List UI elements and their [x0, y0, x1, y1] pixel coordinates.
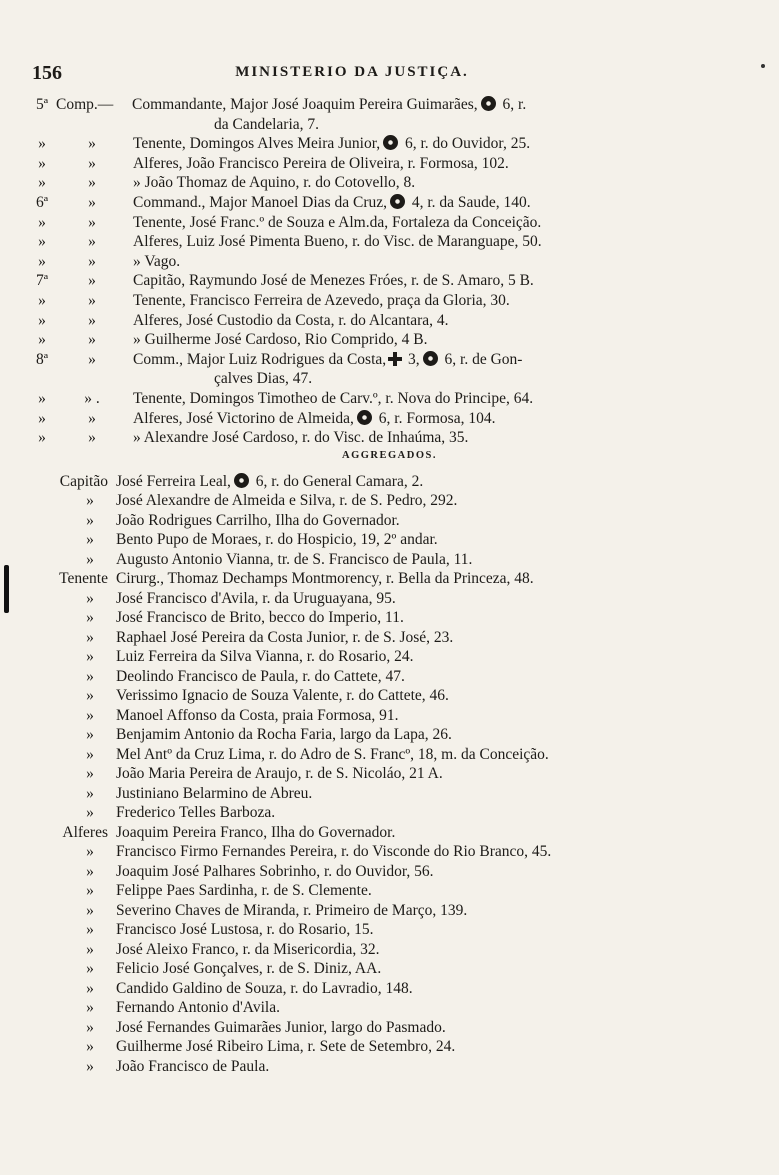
entry-text	[116, 589, 396, 609]
entry-text	[133, 409, 495, 429]
entry-text	[133, 173, 415, 193]
entry-after: 6, r. Formosa, 104.	[374, 409, 496, 427]
entry-text	[116, 881, 372, 901]
entry-after: 4, r. da Saude, 140.	[407, 194, 531, 211]
company-number: »	[38, 154, 46, 172]
company-number: 6ª	[35, 194, 49, 211]
imperial-rose-order-icon	[390, 194, 405, 209]
entry-text	[133, 291, 510, 311]
entry-main: Felippe Paes Sardinha, r. de S. Clemente.	[116, 882, 372, 900]
entry-text	[133, 154, 509, 174]
company-number: »	[38, 390, 46, 407]
entry-text	[133, 311, 449, 331]
company-ditto: »	[88, 174, 96, 192]
entry-main: José Aleixo Franco, r. da Misericordia, 32.	[116, 940, 380, 958]
rank-label: »	[86, 960, 94, 978]
entry-text	[133, 389, 533, 409]
entry-main: Severino Chaves de Miranda, r. Primeiro de Março, 139.	[116, 901, 468, 919]
rank-label: »	[86, 999, 94, 1017]
company-number: »	[38, 252, 46, 270]
entry-main: João Maria Pereira de Araujo, r. de S. Nicoláo, 21 A.	[116, 765, 443, 783]
company-ditto: » .	[84, 390, 100, 407]
entry-text	[133, 330, 428, 350]
rank-label: »	[86, 804, 94, 822]
rank-label: Capitão	[59, 472, 108, 490]
company-ditto: »	[88, 135, 96, 153]
entry-text	[116, 628, 453, 648]
entry-main: José Fernandes Guimarães Junior, largo do Pasmado.	[116, 1018, 446, 1036]
rank-label: »	[86, 492, 94, 510]
entry-main: Alferes, José Custodio da Costa, r. do Alcantara, 4.	[133, 311, 449, 329]
entry-main: Francisco José Lustosa, r. do Rosario, 15.	[116, 921, 374, 939]
company-ditto: Comp.—	[56, 96, 114, 113]
entry-text	[116, 550, 472, 570]
aggregados-heading: AGGREGADOS.	[342, 449, 437, 461]
entry-main: Alferes, José Victorino de Almeida,	[133, 409, 354, 427]
rank-label: »	[86, 511, 94, 529]
entry-text	[116, 647, 414, 667]
entry-main: José Alexandre de Almeida e Silva, r. de S. Pedro, 292.	[116, 492, 458, 510]
company-ditto: »	[88, 194, 96, 211]
rank-label: »	[86, 765, 94, 783]
entry-text	[116, 842, 551, 862]
entry-main: Tenente, Domingos Timotheo de Carv.º, r. Nova do Principe, 64.	[133, 390, 534, 407]
entry-text	[116, 823, 395, 843]
company-number: »	[38, 311, 46, 329]
rank-label: »	[86, 1057, 94, 1075]
company-ditto: »	[88, 154, 96, 172]
entry-text	[133, 428, 468, 448]
rank-label: »	[86, 648, 94, 666]
entry-main: Mel Antº da Cruz Lima, r. do Adro de S. Francº, 18, m. da Conceição.	[116, 745, 549, 763]
rank-label: »	[86, 784, 94, 802]
running-title: MINISTERIO DA JUSTIÇA.	[235, 64, 469, 80]
entry-main: Alferes, João Francisco Pereira de Oliveira, r. Formosa, 102.	[133, 154, 509, 172]
company-ditto: »	[88, 252, 96, 270]
entry-after: 6, r. de Gon-	[440, 350, 523, 368]
entry-text	[133, 271, 534, 291]
entry-main: » Alexandre José Cardoso, r. do Visc. de Inhaúma, 35.	[133, 429, 469, 447]
entry-main: Manoel Affonso da Costa, praia Formosa, 91.	[116, 706, 399, 724]
entry-main: Candido Galdino de Souza, r. do Lavradio, 148.	[116, 979, 413, 997]
company-number: »	[38, 292, 46, 309]
entry-text	[214, 115, 319, 135]
rank-label: »	[86, 726, 94, 744]
entry-text	[133, 213, 541, 233]
entry-text	[133, 350, 522, 370]
company-number: 8ª	[35, 350, 49, 368]
company-number: 5ª	[35, 96, 49, 113]
entry-main: Joaquim Pereira Franco, Ilha do Governador.	[116, 823, 396, 841]
entry-text	[116, 803, 275, 823]
entry-main: Augusto Antonio Vianna, tr. de S. Francisco de Paula, 11.	[116, 550, 473, 568]
entry-text	[116, 569, 534, 589]
rank-label: »	[86, 1018, 94, 1036]
entry-main: Benjamim Antonio da Rocha Faria, largo da Lapa, 26.	[116, 726, 452, 744]
rank-label: Tenente	[59, 570, 108, 588]
rank-label: »	[86, 531, 94, 549]
rank-label: »	[86, 706, 94, 724]
imperial-rose-order-icon	[383, 135, 398, 150]
entry-text	[132, 95, 526, 115]
entry-text	[116, 491, 457, 511]
entry-text	[116, 784, 312, 804]
company-number: »	[38, 233, 46, 251]
entry-text	[116, 901, 467, 921]
order-of-christ-cross-icon	[388, 352, 402, 366]
entry-main: Fernando Antonio d'Avila.	[116, 999, 280, 1017]
page-number: 156	[32, 62, 62, 84]
imperial-rose-order-icon	[481, 96, 496, 111]
rank-label: »	[86, 609, 94, 627]
company-number: »	[38, 213, 46, 231]
entry-text	[116, 511, 400, 531]
entry-main: çalves Dias, 47.	[214, 370, 313, 388]
entry-text	[133, 232, 542, 252]
entry-main: Commandante, Major José Joaquim Pereira Guimarães,	[132, 96, 478, 113]
company-number: »	[38, 174, 46, 192]
company-number: 7ª	[35, 272, 49, 290]
rank-label: »	[86, 901, 94, 919]
entry-main: Francisco Firmo Fernandes Pereira, r. do Visconde do Rio Branco, 45.	[116, 843, 552, 861]
entry-text	[116, 940, 379, 960]
company-ditto: »	[88, 409, 96, 427]
company-ditto: »	[88, 272, 96, 290]
entry-main: Capitão, Raymundo José de Menezes Fróes, r. de S. Amaro, 5 B.	[133, 272, 534, 290]
entry-text	[116, 862, 434, 882]
entry-main: Luiz Ferreira da Silva Vianna, r. do Rosario, 24.	[116, 648, 414, 666]
margin-ink-mark	[4, 565, 9, 613]
entry-text	[116, 1018, 446, 1038]
rank-label: »	[86, 921, 94, 939]
entry-main: » Vago.	[133, 252, 181, 270]
entry-main: José Ferreira Leal,	[116, 472, 231, 490]
entry-text	[133, 252, 180, 272]
rank-label: »	[86, 1038, 94, 1056]
rank-label: »	[86, 882, 94, 900]
rank-label: Alferes	[62, 823, 108, 841]
entry-text	[116, 998, 280, 1018]
entry-main: da Candelaria, 7.	[214, 115, 320, 133]
rank-label: »	[86, 862, 94, 880]
ink-speck	[761, 64, 765, 68]
imperial-rose-order-icon	[423, 351, 438, 366]
entry-main: José Francisco d'Avila, r. da Uruguayana, 95.	[116, 589, 396, 607]
entry-main: Justiniano Belarmino de Abreu.	[116, 784, 313, 802]
entry-text	[116, 1057, 269, 1077]
rank-label: »	[86, 628, 94, 646]
entry-main: » Guilherme José Cardoso, Rio Comprido, 4 B.	[133, 331, 428, 349]
entry-main: Tenente, Francisco Ferreira de Azevedo, praça da Gloria, 30.	[133, 292, 510, 309]
entry-main: Cirurg., Thomaz Dechamps Montmorency, r. Bella da Princeza, 48.	[116, 570, 534, 588]
entry-text	[116, 979, 413, 999]
page-header	[32, 62, 672, 88]
rank-label: »	[86, 745, 94, 763]
rank-label: »	[86, 667, 94, 685]
entry-main: Command., Major Manoel Dias da Cruz,	[133, 194, 387, 211]
rank-label: »	[86, 979, 94, 997]
entry-text	[116, 959, 381, 979]
entry-main: Raphael José Pereira da Costa Junior, r. de S. José, 23.	[116, 628, 454, 646]
imperial-rose-order-icon	[234, 473, 249, 488]
entry-main: Comm., Major Luiz Rodrigues da Costa,	[133, 350, 387, 368]
company-number: »	[38, 135, 46, 153]
entry-text	[116, 706, 399, 726]
company-ditto: »	[88, 292, 96, 309]
entry-main: Guilherme José Ribeiro Lima, r. Sete de Setembro, 24.	[116, 1038, 456, 1056]
entry-text	[116, 764, 443, 784]
rank-label: »	[86, 550, 94, 568]
entry-text	[116, 530, 438, 550]
entry-text	[133, 193, 531, 213]
entry-text	[214, 369, 312, 389]
entry-text	[116, 1037, 455, 1057]
company-number: »	[38, 331, 46, 349]
rank-label: »	[86, 589, 94, 607]
company-ditto: »	[88, 429, 96, 447]
rank-label: »	[86, 687, 94, 705]
entry-main: » João Thomaz de Aquino, r. do Cotovello, 8.	[133, 174, 416, 192]
entry-main: Joaquim José Palhares Sobrinho, r. do Ouvidor, 56.	[116, 862, 434, 880]
entry-main: Alferes, Luiz José Pimenta Bueno, r. do Visc. de Maranguape, 50.	[133, 233, 542, 251]
entry-text	[116, 667, 405, 687]
entry-main: Deolindo Francisco de Paula, r. do Cattete, 47.	[116, 667, 405, 685]
company-ditto: »	[88, 350, 96, 368]
company-ditto: »	[88, 213, 96, 231]
entry-after: 6, r. do Ouvidor, 25.	[401, 135, 531, 153]
entry-text	[116, 608, 404, 628]
entry-mid: 3,	[404, 350, 420, 368]
entry-text	[133, 134, 530, 154]
company-ditto: »	[88, 233, 96, 251]
entry-text	[116, 686, 449, 706]
entry-text	[116, 472, 423, 492]
entry-after: 6, r. do General Camara, 2.	[251, 472, 424, 490]
company-ditto: »	[88, 331, 96, 349]
rank-label: »	[86, 843, 94, 861]
entry-main: Verissimo Ignacio de Souza Valente, r. do Cattete, 46.	[116, 687, 449, 705]
entry-main: Bento Pupo de Moraes, r. do Hospicio, 19, 2º andar.	[116, 531, 438, 549]
entry-main: Frederico Telles Barboza.	[116, 804, 276, 822]
entry-text	[116, 920, 373, 940]
entry-main: José Francisco de Brito, becco do Imperio, 11.	[116, 609, 404, 627]
rank-label: »	[86, 940, 94, 958]
entry-text	[116, 745, 549, 765]
entry-text	[116, 725, 452, 745]
entry-main: João Francisco de Paula.	[116, 1057, 270, 1075]
entry-after: 6, r.	[498, 96, 527, 113]
entry-main: João Rodrigues Carrilho, Ilha do Governador.	[116, 511, 400, 529]
entry-main: Tenente, José Franc.º de Souza e Alm.da, Fortaleza da Conceição.	[133, 213, 542, 231]
company-ditto: »	[88, 311, 96, 329]
company-number: »	[38, 409, 46, 427]
entry-main: Felicio José Gonçalves, r. de S. Diniz, AA.	[116, 960, 382, 978]
imperial-rose-order-icon	[357, 410, 372, 425]
company-number: »	[38, 429, 46, 447]
entry-main: Tenente, Domingos Alves Meira Junior,	[133, 135, 381, 153]
